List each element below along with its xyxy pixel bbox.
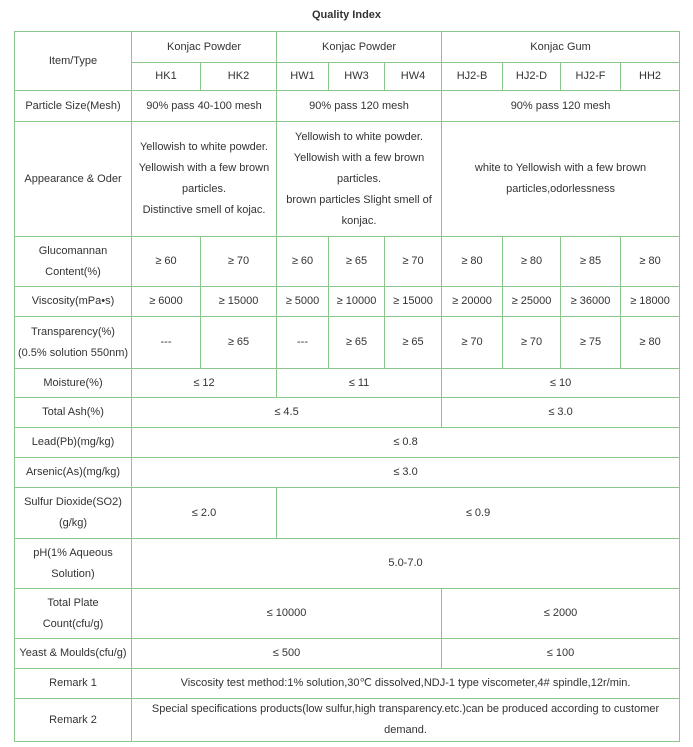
row-label: Viscosity(mPa•s) (15, 287, 132, 317)
type-header-hw4: HW4 (385, 63, 442, 91)
table-cell: ≥ 80 (621, 237, 680, 287)
row-label: Particle Size(Mesh) (15, 91, 132, 122)
row-label-line: Count(cfu/g) (42, 617, 104, 630)
type-header-hh2: HH2 (621, 63, 680, 91)
row-label-line: (g/kg) (58, 517, 88, 529)
table-cell: 90% pass 120 mesh (442, 91, 680, 122)
table-cell (442, 122, 680, 237)
item-type-header: Item/Type (15, 32, 132, 91)
table-row (15, 589, 680, 639)
cell-line: Yellowish to white powder. (295, 130, 424, 143)
table-cell: ≥ 5000 (277, 287, 329, 317)
table-row (15, 287, 680, 317)
table-row (15, 639, 680, 669)
row-label-line: Glucomannan (38, 244, 108, 257)
table-row (15, 428, 680, 458)
table-cell: ≥ 70 (442, 317, 503, 369)
table-cell: Special specifications products(low sulfur,high transparency.etc.)can be produced according to customer demand. (132, 699, 680, 742)
type-header-hw1: HW1 (277, 63, 329, 91)
row-label: Yeast & Moulds(cfu/g) (15, 639, 132, 669)
table-cell: ≥ 70 (201, 237, 277, 287)
table-cell: ≥ 60 (132, 237, 201, 287)
cell-line: Distinctive smell of kojac. (142, 204, 266, 216)
row-label-line: pH(1% Aqueous (33, 546, 113, 559)
row-label (15, 539, 132, 589)
table-cell: Viscosity test method:1% solution,30℃ dissolved,NDJ-1 type viscometer,4# spindle,12r/min. (132, 669, 680, 699)
page-title: Quality Index (311, 9, 382, 21)
row-label (15, 237, 132, 287)
table-row (15, 91, 680, 122)
group-header-konjac-gum: Konjac Gum (442, 32, 680, 63)
table-cell: ≥ 15000 (201, 287, 277, 317)
row-label: Lead(Pb)(mg/kg) (15, 428, 132, 458)
table-cell: 5.0-7.0 (132, 539, 680, 589)
table-row (15, 237, 680, 287)
quality-index-table (14, 31, 680, 742)
table-cell: ≥ 80 (442, 237, 503, 287)
row-label: Remark 2 (15, 699, 132, 742)
cell-line: Yellowish with a few brown (138, 162, 270, 174)
table-cell: ≥ 15000 (385, 287, 442, 317)
cell-line: Yellowish to white powder. (139, 141, 268, 153)
row-label: Remark 1 (15, 669, 132, 699)
row-label-line: Sulfur Dioxide(SO2) (24, 496, 122, 508)
type-header-hk2: HK2 (201, 63, 277, 91)
table-cell: ≤ 11 (277, 369, 442, 398)
table-row (15, 539, 680, 589)
table-cell (132, 122, 277, 237)
cell-line: particles. (181, 183, 227, 195)
table-cell: ≥ 36000 (561, 287, 621, 317)
table-cell: ≥ 60 (277, 237, 329, 287)
table-cell: ≥ 18000 (621, 287, 680, 317)
cell-line: Yellowish with a few brown (293, 151, 425, 164)
table-cell: ≥ 75 (561, 317, 621, 369)
table-row (15, 122, 680, 237)
table-cell: ≥ 20000 (442, 287, 503, 317)
table-cell: ≤ 0.8 (132, 428, 680, 458)
table-cell: ≤ 3.0 (442, 398, 680, 428)
table-cell: ≤ 100 (442, 639, 680, 669)
table-cell: ≤ 0.9 (277, 488, 680, 539)
type-header-hj2-d: HJ2-D (503, 63, 561, 91)
table-cell: ≤ 4.5 (132, 398, 442, 428)
table-cell: ≥ 80 (621, 317, 680, 369)
table-cell: ≥ 65 (329, 237, 385, 287)
row-label: Moisture(%) (15, 369, 132, 398)
table-cell: ≥ 70 (385, 237, 442, 287)
table-cell: ≤ 10 (442, 369, 680, 398)
table-row (15, 369, 680, 398)
cell-line: particles. (336, 172, 382, 185)
cell-line: konjac. (341, 214, 377, 227)
table-cell: ≥ 85 (561, 237, 621, 287)
type-header-hk1: HK1 (132, 63, 201, 91)
cell-line: brown particles Slight smell of (286, 193, 432, 206)
table-cell: ≤ 12 (132, 369, 277, 398)
row-label-line: (0.5% solution 550nm) (17, 346, 129, 359)
table-cell: ≤ 2000 (442, 589, 680, 639)
table-row (15, 699, 680, 742)
table-row (15, 317, 680, 369)
row-label (15, 589, 132, 639)
row-label: Appearance & Oder (15, 122, 132, 237)
table-cell: ≥ 70 (503, 317, 561, 369)
table-cell: ≤ 500 (132, 639, 442, 669)
table-cell: ≥ 6000 (132, 287, 201, 317)
type-header-hj2-b: HJ2-B (442, 63, 503, 91)
table-cell: ≤ 10000 (132, 589, 442, 639)
group-header-konjac-powder-2: Konjac Powder (277, 32, 442, 63)
table-cell: ≤ 2.0 (132, 488, 277, 539)
type-header-hj2-f: HJ2-F (561, 63, 621, 91)
cell-line: white to Yellowish with a few brown (474, 162, 647, 174)
table-row (15, 398, 680, 428)
row-label-line: Solution) (51, 567, 95, 580)
group-header-konjac-powder-1: Konjac Powder (132, 32, 277, 63)
table-cell: ≥ 65 (385, 317, 442, 369)
row-label-line: Transparency(%) (31, 325, 115, 338)
table-cell: --- (277, 317, 329, 369)
table-cell: ≥ 65 (329, 317, 385, 369)
row-label-line: Content(%) (45, 265, 101, 278)
table-row (15, 458, 680, 488)
table-cell: ≥ 65 (201, 317, 277, 369)
table-cell: ≤ 3.0 (132, 458, 680, 488)
row-label-line: Total Plate (47, 596, 99, 609)
table-cell: 90% pass 40-100 mesh (132, 91, 277, 122)
table-cell: ≥ 10000 (329, 287, 385, 317)
row-label (15, 488, 132, 539)
table-row (15, 669, 680, 699)
table-cell (277, 122, 442, 237)
cell-line: particles,odorlessness (506, 183, 615, 195)
table-row (15, 488, 680, 539)
table-cell: --- (132, 317, 201, 369)
type-header-hw3: HW3 (329, 63, 385, 91)
table-cell: ≥ 25000 (503, 287, 561, 317)
header-group-row (15, 32, 680, 63)
row-label (15, 317, 132, 369)
row-label: Arsenic(As)(mg/kg) (15, 458, 132, 488)
row-label: Total Ash(%) (15, 398, 132, 428)
table-cell: ≥ 80 (503, 237, 561, 287)
table-cell: 90% pass 120 mesh (277, 91, 442, 122)
